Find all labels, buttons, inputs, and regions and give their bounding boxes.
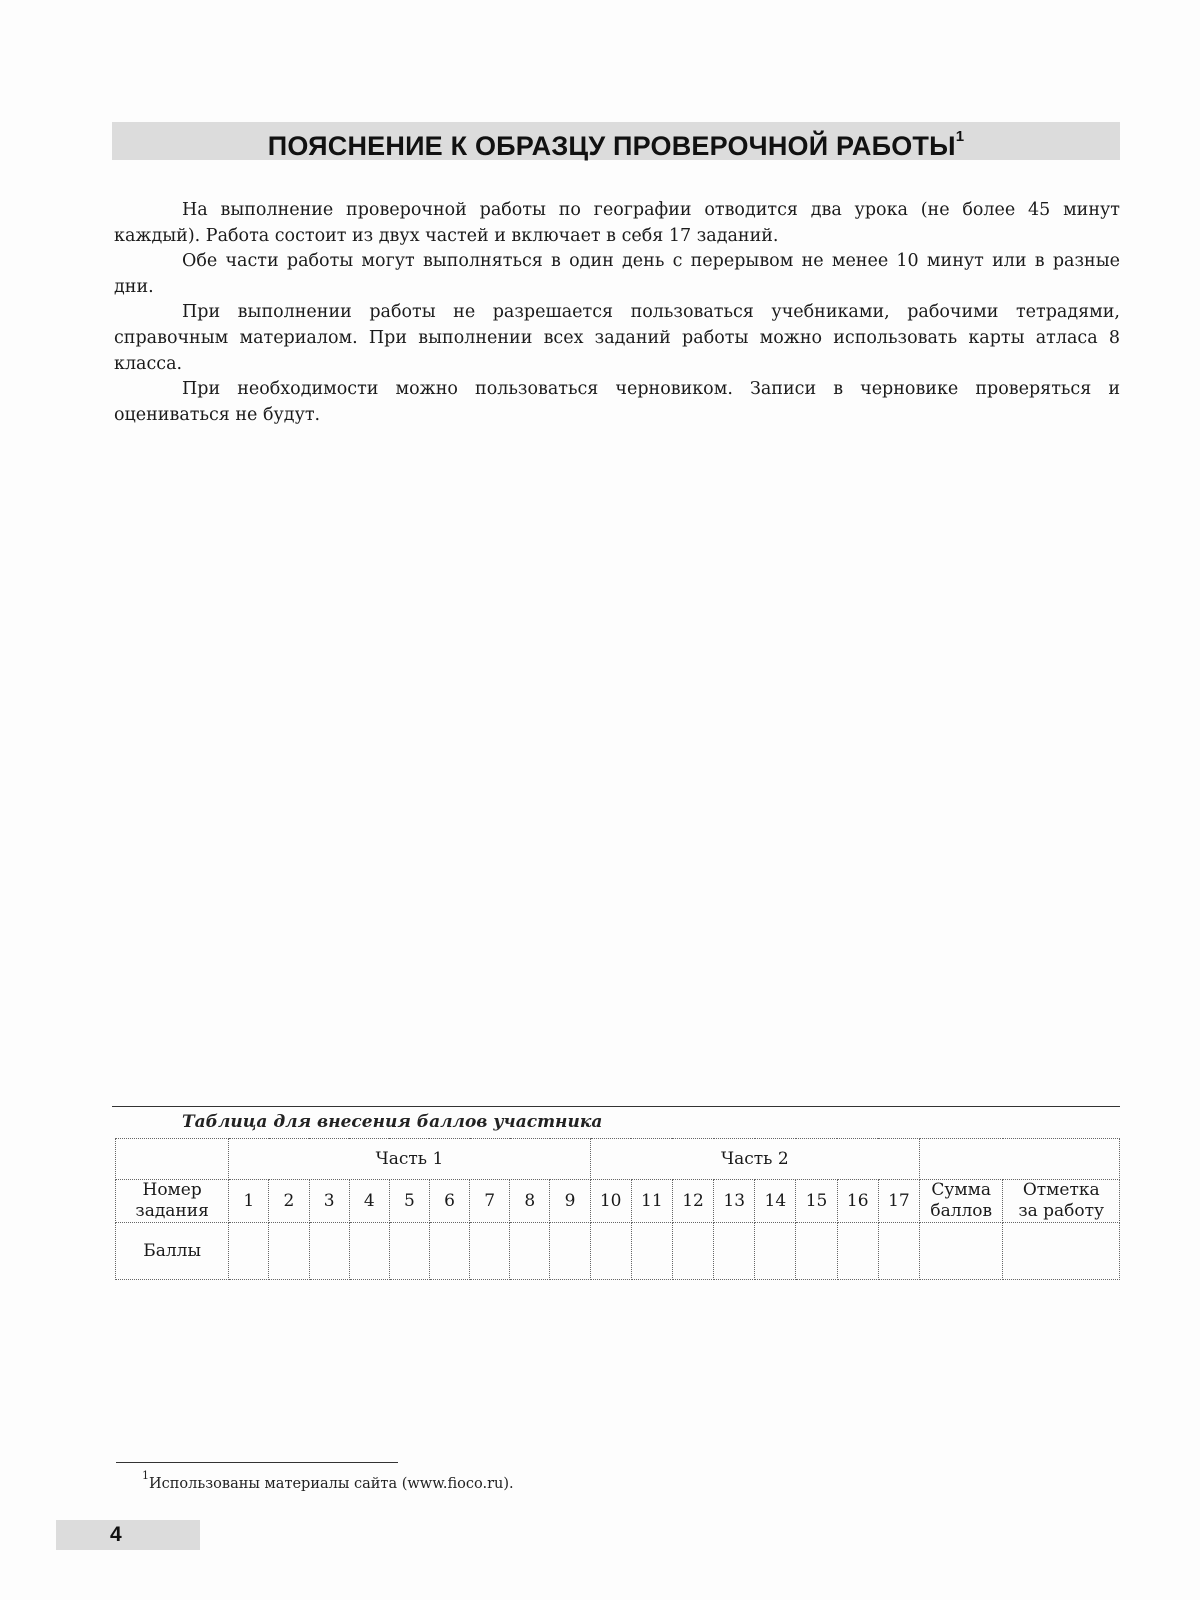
mark-line2: за работу xyxy=(1018,1201,1105,1221)
score-cell xyxy=(837,1223,878,1280)
score-cell xyxy=(672,1223,713,1280)
points-label: Баллы xyxy=(116,1223,229,1280)
score-cell xyxy=(349,1223,389,1280)
empty-cell xyxy=(920,1139,1120,1180)
mark-cell xyxy=(1003,1223,1120,1280)
mark-line1: Отметка xyxy=(1022,1180,1100,1200)
score-cell xyxy=(229,1223,269,1280)
paragraph: При необходимости можно пользоваться черновиком. Записи в черновике проверяться и оцениваться не будут. xyxy=(114,379,1120,425)
score-cell xyxy=(309,1223,349,1280)
table-row xyxy=(116,1139,1120,1180)
task-number-cell: 11 xyxy=(631,1180,672,1223)
footnote-text: Использованы материалы сайта (www.fioco.ru). xyxy=(149,1475,514,1492)
paragraph: При выполнении работы не разрешается пользоваться учебниками, рабочими тетрадями, справочным материалом. При выполнении всех заданий работы можно использовать карты атласа 8 класса. xyxy=(114,302,1120,374)
task-number-cell: 12 xyxy=(672,1180,713,1223)
score-cell xyxy=(755,1223,796,1280)
score-cell xyxy=(631,1223,672,1280)
empty-cell xyxy=(116,1139,229,1180)
task-number-cell: 16 xyxy=(837,1180,878,1223)
task-number-cell: 3 xyxy=(309,1180,349,1223)
task-label-line2: задания xyxy=(135,1201,209,1221)
task-number-cell: 15 xyxy=(796,1180,837,1223)
page-title xyxy=(112,122,1120,160)
task-number-cell: 1 xyxy=(229,1180,269,1223)
task-number-cell: 4 xyxy=(349,1180,389,1223)
task-number-cell: 6 xyxy=(429,1180,469,1223)
task-number-cell: 10 xyxy=(590,1180,631,1223)
page-title-text: ПОЯСНЕНИЕ К ОБРАЗЦУ ПРОВЕРОЧНОЙ РАБОТЫ xyxy=(267,131,956,161)
footnote-separator xyxy=(116,1462,398,1463)
score-cell xyxy=(878,1223,919,1280)
task-number-label xyxy=(116,1180,229,1223)
task-label-line1: Номер xyxy=(142,1180,202,1200)
instructions-text xyxy=(114,198,1120,428)
score-cell xyxy=(714,1223,755,1280)
task-number-cell: 13 xyxy=(714,1180,755,1223)
score-cell xyxy=(796,1223,837,1280)
page-number: 4 xyxy=(110,1523,122,1546)
footnote xyxy=(142,1469,514,1492)
score-table xyxy=(115,1138,1120,1280)
sum-cell xyxy=(920,1223,1003,1280)
table-row xyxy=(116,1223,1120,1280)
footnote-mark: 1 xyxy=(142,1469,149,1482)
table-row xyxy=(116,1180,1120,1223)
task-number-cell: 9 xyxy=(550,1180,590,1223)
task-number-cell: 17 xyxy=(878,1180,919,1223)
score-cell xyxy=(429,1223,469,1280)
page-number-background xyxy=(56,1520,200,1550)
task-number-cell: 7 xyxy=(470,1180,510,1223)
task-number-cell: 5 xyxy=(389,1180,429,1223)
part1-header: Часть 1 xyxy=(229,1139,590,1180)
sum-line2: баллов xyxy=(930,1201,993,1221)
mark-header xyxy=(1003,1180,1120,1223)
title-footnote-mark: 1 xyxy=(955,128,965,145)
paragraph: На выполнение проверочной работы по географии отводится два урока (не более 45 минут каждый). Работа состоит из двух частей и включает в себя 17 заданий. xyxy=(114,200,1120,246)
score-cell xyxy=(510,1223,550,1280)
task-number-cell: 2 xyxy=(269,1180,309,1223)
sum-line1: Сумма xyxy=(931,1180,992,1200)
task-number-cell: 8 xyxy=(510,1180,550,1223)
score-cell xyxy=(590,1223,631,1280)
task-number-cell: 14 xyxy=(755,1180,796,1223)
score-cell xyxy=(470,1223,510,1280)
table-caption: Таблица для внесения баллов участника xyxy=(182,1112,603,1132)
sum-header xyxy=(920,1180,1003,1223)
table-divider xyxy=(112,1106,1120,1107)
paragraph: Обе части работы могут выполняться в один день с перерывом не менее 10 минут или в разные дни. xyxy=(114,251,1120,297)
score-cell xyxy=(269,1223,309,1280)
score-cell xyxy=(389,1223,429,1280)
part2-header: Часть 2 xyxy=(590,1139,919,1180)
score-cell xyxy=(550,1223,590,1280)
